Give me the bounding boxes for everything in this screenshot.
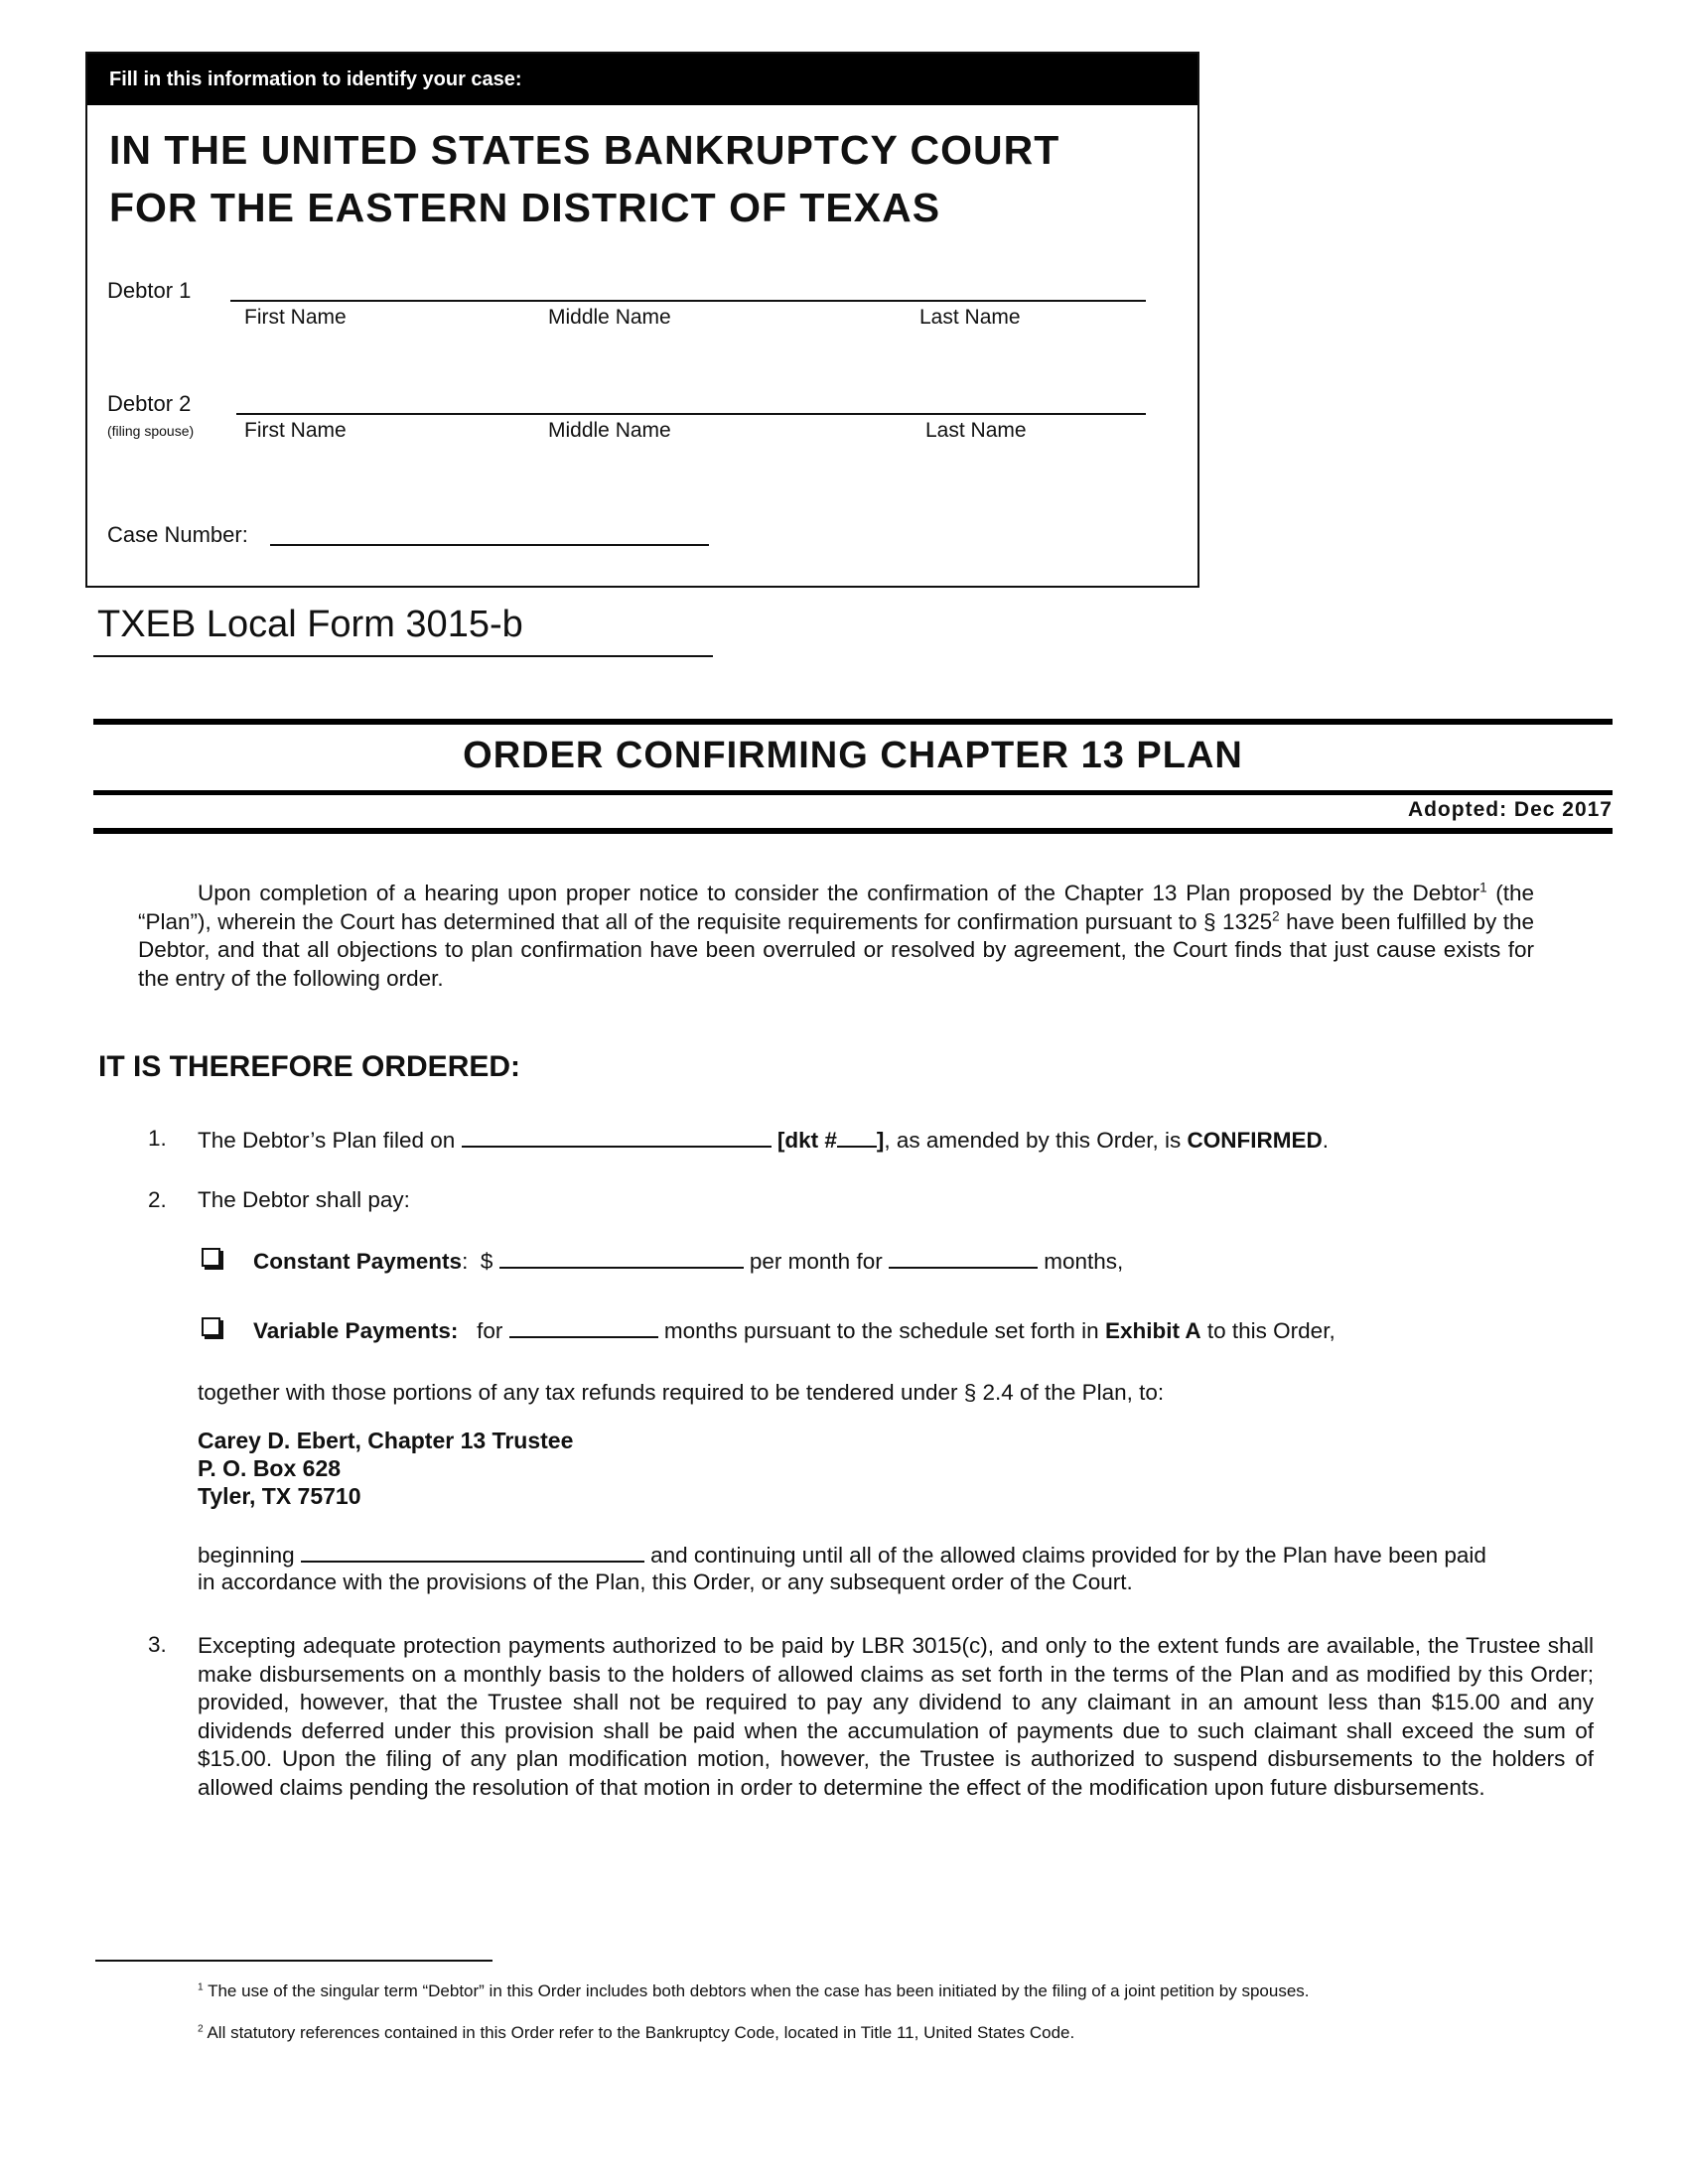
intro-text-a: Upon completion of a hearing upon proper notice to consider the confirmation of the Chapter 13 Plan proposed by the Debtor [198, 881, 1480, 905]
footnote-ref-1: 1 [1479, 880, 1487, 895]
form-name-underline [93, 655, 713, 657]
item1-text-b: , as amended by this Order, is [884, 1128, 1182, 1153]
case-info-box [85, 52, 1199, 588]
beginning-line [198, 1541, 1486, 1569]
case-number-field[interactable] [270, 544, 709, 546]
per-month-text: per month for [749, 1249, 883, 1274]
constant-colon: : [462, 1249, 469, 1274]
continuing-text-2: in accordance with the provisions of the Plan, this Order, or any subsequent order of the Court. [198, 1570, 1133, 1594]
intro-text-b: (the “Plan”), wherein the Court has determined that all of the requisite requirements for confirmation pursuant to § 1325 [138, 881, 1534, 934]
ordered-heading: IT IS THEREFORE ORDERED: [98, 1050, 521, 1083]
form-name: TXEB Local Form 3015-b [97, 604, 523, 645]
confirmed-text: CONFIRMED [1187, 1128, 1323, 1153]
plan-filed-date-field[interactable] [462, 1126, 772, 1148]
item1-text-a: The Debtor’s Plan filed on [198, 1128, 456, 1153]
constant-payments-line [253, 1247, 1123, 1275]
footnote-1-mark: 1 [198, 1981, 204, 1993]
beginning-date-field[interactable] [301, 1541, 644, 1563]
item2-number: 2. [148, 1187, 167, 1212]
debtor1-label: Debtor 1 [107, 278, 192, 303]
footnote-2-mark: 2 [198, 2023, 204, 2035]
footnote-separator [95, 1960, 492, 1962]
item1-text [198, 1126, 1329, 1154]
dkt-number-field[interactable] [837, 1126, 877, 1148]
debtor2-first-name-label: First Name [244, 419, 347, 442]
constant-payments-label: Constant Payments [253, 1249, 463, 1274]
court-name [109, 121, 1059, 236]
beginning-text: beginning [198, 1543, 295, 1568]
court-line-2: FOR THE EASTERN DISTRICT OF TEXAS [109, 185, 941, 230]
debtor1-last-name-label: Last Name [919, 306, 1021, 329]
debtor2-label: Debtor 2 [107, 391, 192, 416]
debtor1-middle-name-label: Middle Name [548, 306, 671, 329]
months-text: months, [1044, 1249, 1124, 1274]
item3-number: 3. [148, 1632, 167, 1657]
dkt-close: ] [876, 1128, 885, 1153]
footnote-1-text: The use of the singular term “Debtor” in this Order includes both debtors when the case has been initiated by the filing of a joint petition by spouses. [208, 1981, 1310, 2000]
intro-paragraph [138, 880, 1534, 993]
to-order-text: to this Order, [1206, 1318, 1336, 1343]
item1-number: 1. [148, 1126, 167, 1151]
intro-text-c: have been fulfilled by the Debtor, and that all objections to plan confirmation have been overruled or resolved by agreement, the Court finds that just cause exists for the entry of the following order. [138, 908, 1534, 991]
debtor2-note: (filing spouse) [107, 423, 195, 439]
title-rule-top [93, 719, 1613, 725]
title-rule-middle [93, 790, 1613, 795]
continuing-text: and continuing until all of the allowed claims provided for by the Plan have been paid [650, 1543, 1486, 1568]
trustee-address [198, 1427, 573, 1510]
debtor2-name-field[interactable] [236, 413, 1146, 415]
case-box-header: Fill in this information to identify your case: [87, 54, 1197, 105]
title-rule-bottom [93, 828, 1613, 834]
variable-months-field[interactable] [509, 1316, 658, 1338]
adopted-date: Adopted: Dec 2017 [1407, 798, 1613, 821]
document-title: ORDER CONFIRMING CHAPTER 13 PLAN [463, 735, 1243, 776]
variable-rest-text: months pursuant to the schedule set forth in [663, 1318, 1099, 1343]
footnote-ref-2: 2 [1272, 908, 1280, 923]
trustee-name: Carey D. Ebert, Chapter 13 Trustee [198, 1428, 574, 1453]
constant-months-field[interactable] [889, 1247, 1038, 1269]
trustee-po-box: P. O. Box 628 [198, 1455, 342, 1481]
variable-payments-line [253, 1316, 1336, 1344]
footnote-2 [198, 2023, 1074, 2043]
exhibit-a-text: Exhibit A [1104, 1318, 1201, 1343]
variable-payments-label: Variable Payments: [253, 1318, 459, 1343]
trustee-city: Tyler, TX 75710 [198, 1483, 361, 1509]
footnote-1 [198, 1981, 1310, 2001]
case-number-label: Case Number: [107, 522, 248, 547]
dkt-label: [dkt # [776, 1128, 837, 1153]
footnote-2-text: All statutory references contained in this Order refer to the Bankruptcy Code, located in Title 11, United States Code. [207, 2023, 1075, 2042]
debtor2-middle-name-label: Middle Name [548, 419, 671, 442]
debtor1-name-field[interactable] [230, 300, 1146, 302]
constant-amount-field[interactable] [499, 1247, 744, 1269]
debtor2-last-name-label: Last Name [925, 419, 1027, 442]
tax-refund-text: together with those portions of any tax refunds required to be tendered under § 2.4 of the Plan, to: [198, 1380, 1165, 1405]
constant-payments-checkbox[interactable] [202, 1248, 220, 1267]
variable-payments-checkbox[interactable] [202, 1317, 220, 1336]
debtor1-first-name-label: First Name [244, 306, 347, 329]
item2-intro: The Debtor shall pay: [198, 1187, 410, 1212]
item1-period: . [1322, 1128, 1330, 1153]
dollar-sign: $ [480, 1249, 493, 1274]
court-line-1: IN THE UNITED STATES BANKRUPTCY COURT [109, 127, 1060, 173]
for-text: for [477, 1318, 503, 1343]
item3-text: Excepting adequate protection payments authorized to be paid by LBR 3015(c), and only to the extent funds are available, the Trustee shall make disbursements on a monthly basis to the holders of allowed claims as set forth in the terms of the Plan and as modified by this Order; provided, however, that the Trustee shall not be required to pay any dividend to any claimant in an amount less than $15.00 and any dividends deferred under this provision shall be paid when the accumulation of payments due to such claimant shall exceed the sum of $15.00. Upon the filing of any plan modification motion, however, the Trustee is authorized to suspend disbursements to the holders of allowed claims pending the resolution of that motion in order to determine the effect of the modification upon future disbursements. [198, 1633, 1594, 1800]
